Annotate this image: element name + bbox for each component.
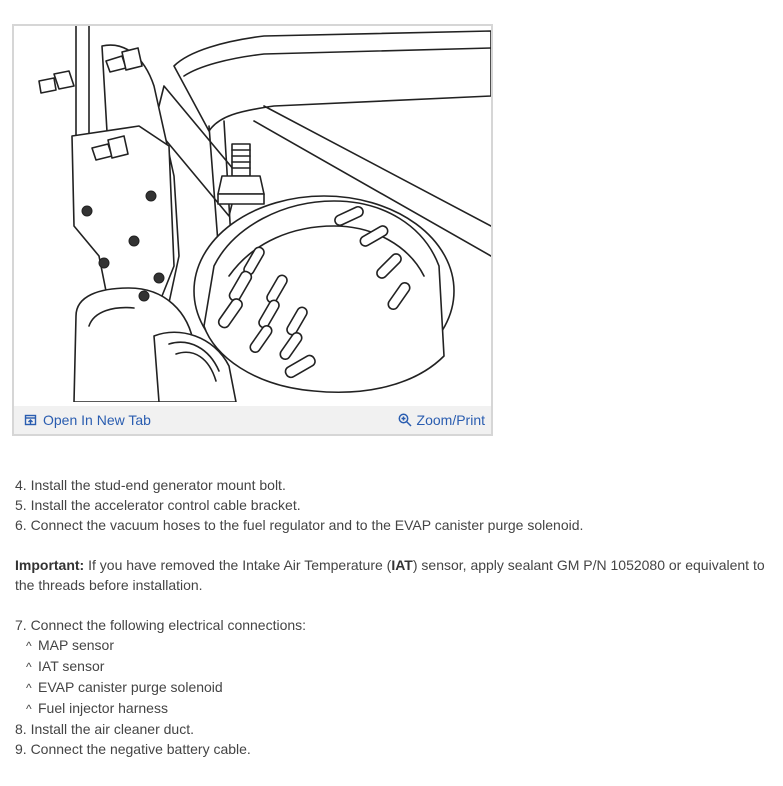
sub-item-iat-sensor: ^ IAT sensor [12, 656, 772, 677]
step-4: 4. Install the stud-end generator mount bolt. [15, 477, 286, 493]
step-7: 7. Connect the following electrical connections: [15, 617, 307, 633]
open-new-tab-icon [24, 413, 38, 427]
open-in-new-tab-link[interactable] [24, 412, 151, 428]
instructions-text [12, 475, 772, 759]
zoom-print-link[interactable] [398, 412, 485, 428]
step-5: 5. Install the accelerator control cable bracket. [15, 497, 301, 513]
figure-box [12, 24, 493, 436]
bullet-caret: ^ [26, 681, 32, 695]
important-text-2: ) sensor, apply sealant GM P/N 1052080 or equivalent to the threads before installation. [15, 557, 765, 593]
step-9: 9. Connect the negative battery cable. [15, 741, 251, 757]
zoom-print-label: Zoom/Print [416, 412, 485, 428]
bullet-caret: ^ [26, 660, 32, 674]
open-in-new-tab-label: Open In New Tab [43, 412, 151, 428]
sub-item-evap-solenoid: ^ EVAP canister purge solenoid [12, 677, 772, 698]
bullet-caret: ^ [26, 702, 32, 716]
generator-illustration [14, 26, 491, 402]
sub-item-map-sensor: ^ MAP sensor [12, 635, 772, 656]
step-6: 6. Connect the vacuum hoses to the fuel regulator and to the EVAP canister purge solenoid. [15, 517, 584, 533]
zoom-in-icon [398, 413, 412, 427]
important-note [12, 555, 772, 595]
figure-toolbar [14, 406, 491, 434]
important-label: Important: [15, 557, 85, 573]
important-abbr: IAT [391, 557, 413, 573]
bullet-caret: ^ [26, 639, 32, 653]
important-text-1: If you have removed the Intake Air Temperature ( [84, 557, 392, 573]
sub-item-fuel-injector-harness: ^ Fuel injector harness [12, 698, 772, 719]
step-8: 8. Install the air cleaner duct. [15, 721, 194, 737]
